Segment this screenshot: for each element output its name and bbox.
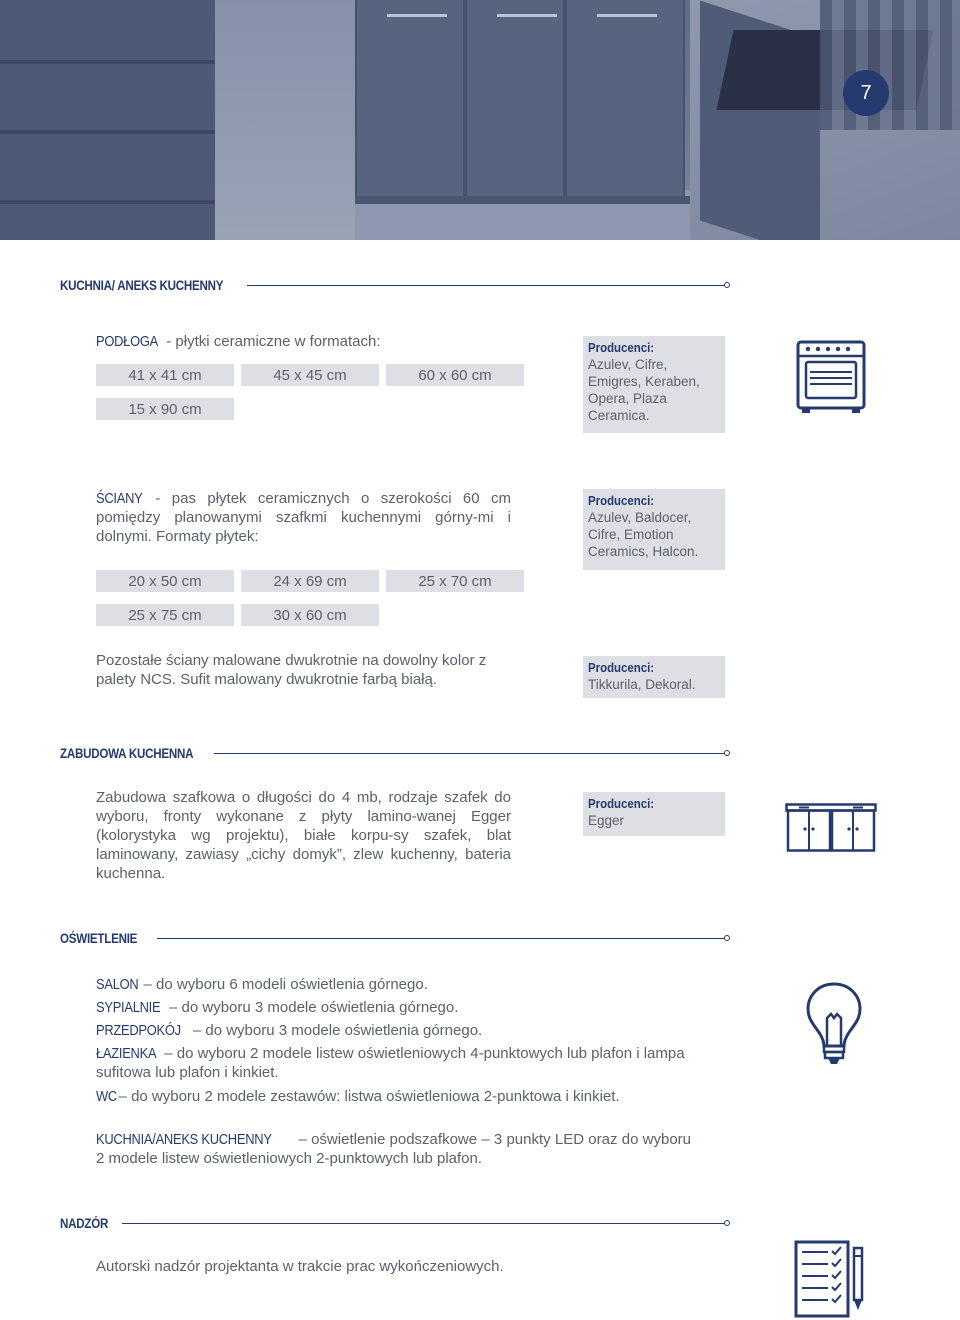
producers-label: Producenci: <box>588 660 655 675</box>
floor-keyword: PODŁOGA <box>96 333 159 350</box>
walls-producers-box <box>583 489 725 570</box>
page-number-badge: 7 <box>843 70 889 116</box>
section-title: OŚWIETLENIE <box>60 930 138 946</box>
wall-format-chip: 25 x 75 cm <box>96 604 234 626</box>
section-title: KUCHNIA/ ANEKS KUCHENNY <box>60 277 224 293</box>
section-divider <box>214 753 726 754</box>
oven-icon <box>796 340 866 414</box>
hero-base-cabinet <box>465 0 565 200</box>
section-header-kitchen <box>60 275 250 295</box>
floor-description: PODŁOGA - płytki ceramiczne w formatach: <box>96 333 381 350</box>
producers-list: Azulev, Baldocer, Cifre, Emotion Ceramics, Halcon. <box>588 510 699 559</box>
kitchen-cabinet-icon <box>785 803 877 853</box>
floor-format-chip: 15 x 90 cm <box>96 398 234 420</box>
hero-base-cabinet <box>565 0 685 200</box>
producers-label: Producenci: <box>588 340 655 355</box>
floor-format-chip: 60 x 60 cm <box>386 364 524 386</box>
hero-plinth <box>355 196 700 204</box>
checklist-icon <box>794 1240 866 1318</box>
producers-list: Egger <box>588 813 625 828</box>
hero-tile-backsplash <box>820 0 960 130</box>
lightbulb-icon <box>805 982 863 1068</box>
supervision-description: Autorski nadzór projektanta w trakcie prac wykończeniowych. <box>96 1258 504 1275</box>
floor-format-chip: 41 x 41 cm <box>96 364 234 386</box>
cabinets-producers-box <box>583 792 725 836</box>
hero-tall-cabinet <box>0 0 215 240</box>
floor-format-chip: 45 x 45 cm <box>241 364 379 386</box>
floor-producers-box <box>583 336 725 433</box>
lighting-item-bathroom: ŁAZIENKA – do wyboru 2 modele listew oświetleniowych 4-punktowych lub plafon i lampa sufitowa lub plafon i kinkiet. <box>96 1045 685 1081</box>
producers-label: Producenci: <box>588 796 655 811</box>
walls-description: ŚCIANY - pas płytek ceramicznych o szerokości 60 cm pomiędzy planowanymi szafkmi kuchennymi górny-mi i dolnymi. Formaty płytek: <box>96 490 511 545</box>
lighting-item-hallway: PRZEDPOKÓJ – do wyboru 3 modele oświetlenia górnego. <box>96 1022 483 1039</box>
section-divider <box>247 285 726 286</box>
hero-wall <box>215 0 355 240</box>
paint-producers-box <box>583 656 725 698</box>
wall-format-chip: 20 x 50 cm <box>96 570 234 592</box>
paint-description: Pozostałe ściany malowane dwukrotnie na dowolny kolor z palety NCS. Sufit malowany dwukrotnie farbą białą. <box>96 652 487 688</box>
lighting-item-wc: WC – do wyboru 2 modele zestawów: listwa oświetleniowa 2-punktowa i kinkiet. <box>96 1088 620 1105</box>
wall-format-chip: 25 x 70 cm <box>386 570 524 592</box>
lighting-item-salon: SALON – do wyboru 6 modeli oświetlenia górnego. <box>96 976 428 993</box>
section-divider <box>157 938 726 939</box>
section-header-supervision <box>60 1213 116 1233</box>
section-divider-dot <box>724 935 730 941</box>
wall-format-chip: 30 x 60 cm <box>241 604 379 626</box>
section-header-cabinets <box>60 743 215 763</box>
lighting-item-bedrooms: SYPIALNIE – do wyboru 3 modele oświetlenia górnego. <box>96 999 459 1016</box>
producers-list: Tikkurila, Dekoral. <box>588 677 696 692</box>
producers-label: Producenci: <box>588 493 655 508</box>
section-divider-dot <box>724 282 730 288</box>
cabinets-description: Zabudowa szafkowa o długości do 4 mb, rodzaje szafek do wyboru, fronty wykonane z płyty lamino-wanej Egger (kolorystyka wg projektu), białe korpu-sy szafek, blat laminowany, zawiasy „cichy domyk”, zlew kuchenny, bateria kuchenna. <box>96 789 511 882</box>
wall-format-chip: 24 x 69 cm <box>241 570 379 592</box>
hero-kitchen-photo <box>0 0 960 240</box>
section-divider-dot <box>724 1220 730 1226</box>
section-divider-dot <box>724 750 730 756</box>
walls-keyword: ŚCIANY <box>96 490 143 507</box>
section-title: NADZÓR <box>60 1215 109 1231</box>
section-divider <box>122 1223 726 1224</box>
hero-base-cabinet <box>355 0 465 200</box>
producers-list: Azulev, Cifre, Emigres, Keraben, Opera, Plaza Ceramica. <box>588 357 700 423</box>
section-header-lighting <box>60 928 150 948</box>
section-title: ZABUDOWA KUCHENNA <box>60 745 194 761</box>
lighting-item-kitchen: KUCHNIA/ANEKS KUCHENNY – oświetlenie podszafkowe – 3 punkty LED oraz do wyboru 2 modele listew oświetleniowych 2-punktowych lub plafon. <box>96 1131 691 1167</box>
